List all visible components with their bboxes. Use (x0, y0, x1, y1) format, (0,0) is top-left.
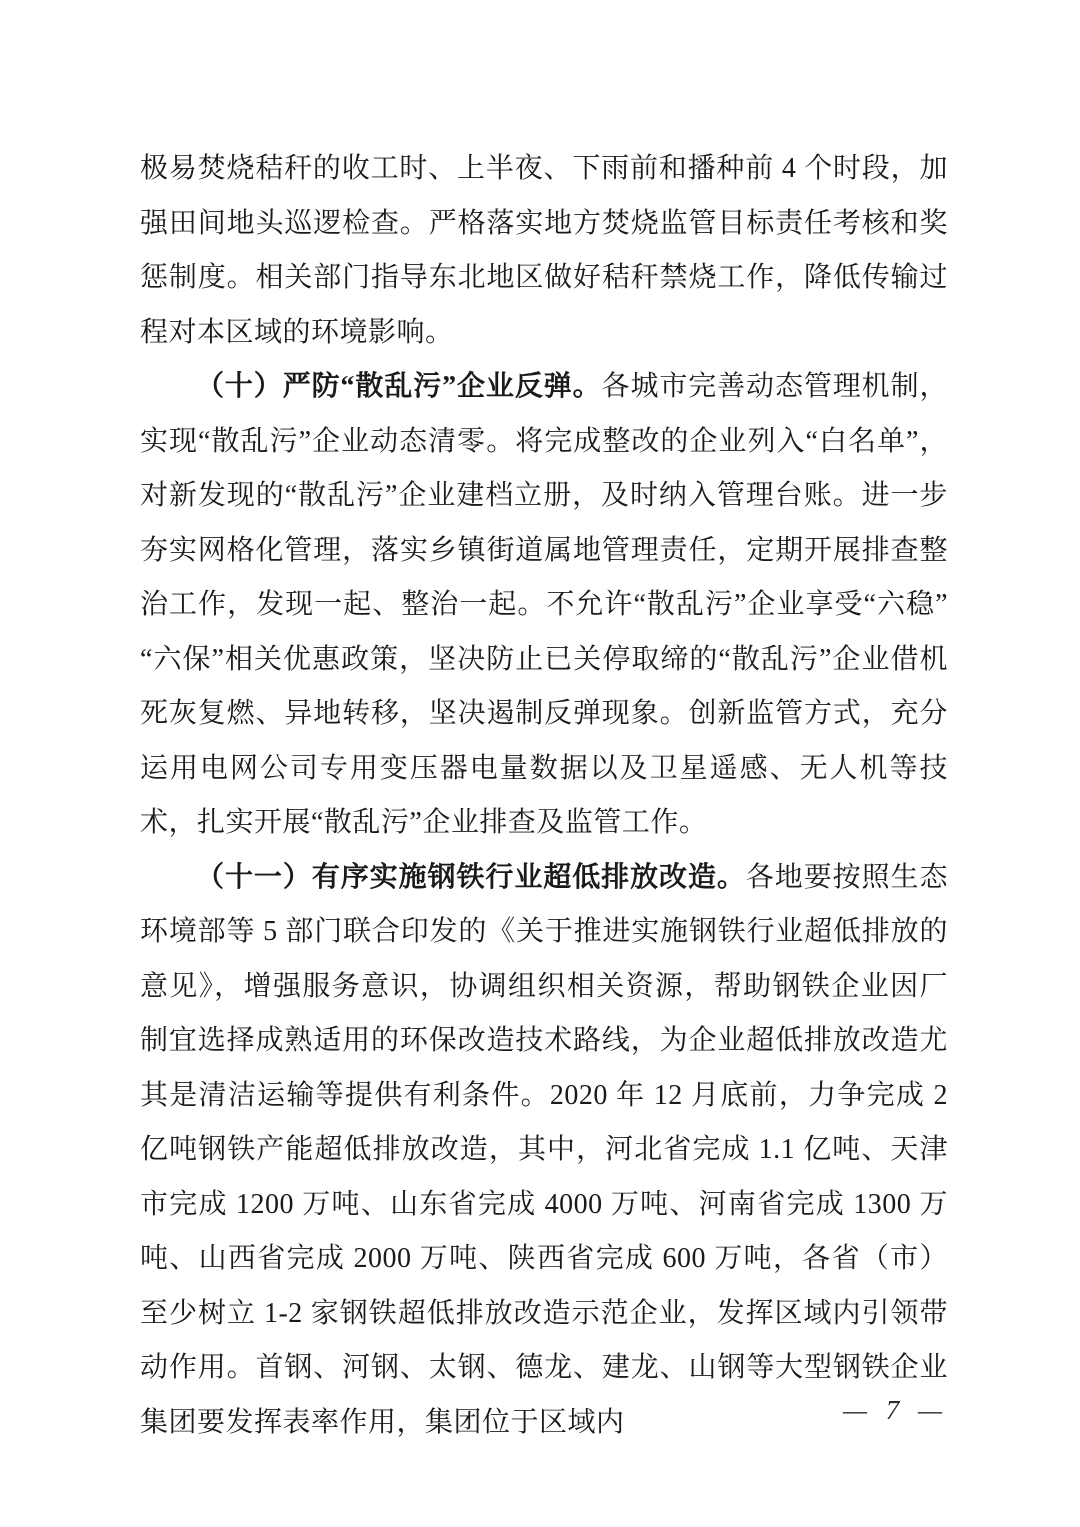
paragraph-item-10-sanluanwu (140, 360, 948, 851)
paragraph-text: 各地要按照生态环境部等 5 部门联合印发的《关于推进实施钢铁行业超低排放的意见》，增强服务意识，协调组织相关资源，帮助钢铁企业因厂制宜选择成熟适用的环保改造技术路线，为企业超低排放改造尤其是清洁运输等提供有利条件。2020 年 12 月底前，力争完成 2 亿吨钢铁产能超低排放改造，其中，河北省完成 1.1 亿吨、天津市完成 1200 万吨、山东省完成 4000 万吨、河南省完成 1300 万吨、山西省完成 2000 万吨、陕西省完成 600 万吨，各省（市）至少树立 1-2 家钢铁超低排放改造示范企业，发挥区域内引领带动作用。首钢、河钢、太钢、德龙、建龙、山钢等大型钢铁企业集团要发挥表率作用，集团位于区域内 (140, 861, 948, 1438)
paragraph-text: 极易焚烧秸秆的收工时、上半夜、下雨前和播种前 4 个时段，加强田间地头巡逻检查。严格落实地方焚烧监管目标责任考核和奖惩制度。相关部门指导东北地区做好秸秆禁烧工作，降低传输过程对本区域的环境影响。 (140, 153, 948, 348)
paragraph-heading: （十一）有序实施钢铁行业超低排放改造。 (196, 861, 746, 893)
paragraph-text: 各城市完善动态管理机制，实现“散乱污”企业动态清零。将完成整改的企业列入“白名单”，对新发现的“散乱污”企业建档立册，及时纳入管理台账。进一步夯实网格化管理，落实乡镇街道属地管理责任，定期开展排查整治工作，发现一起、整治一起。不允许“散乱污”企业享受“六稳”“六保”相关优惠政策，坚决防止已关停取缔的“散乱污”企业借机死灰复燃、异地转移，坚决遏制反弹现象。创新监管方式，充分运用电网公司专用变压器电量数据以及卫星遥感、无人机等技术，扎实开展“散乱污”企业排查及监管工作。 (140, 371, 948, 838)
paragraph-heading: （十）严防“散乱污”企业反弹。 (196, 371, 602, 402)
paragraph-straw-burning-continuation (140, 142, 948, 360)
document-body (140, 142, 948, 1450)
page-number: — 7 — (842, 1395, 948, 1425)
paragraph-item-11-steel-ultra-low-emission (140, 851, 948, 1451)
